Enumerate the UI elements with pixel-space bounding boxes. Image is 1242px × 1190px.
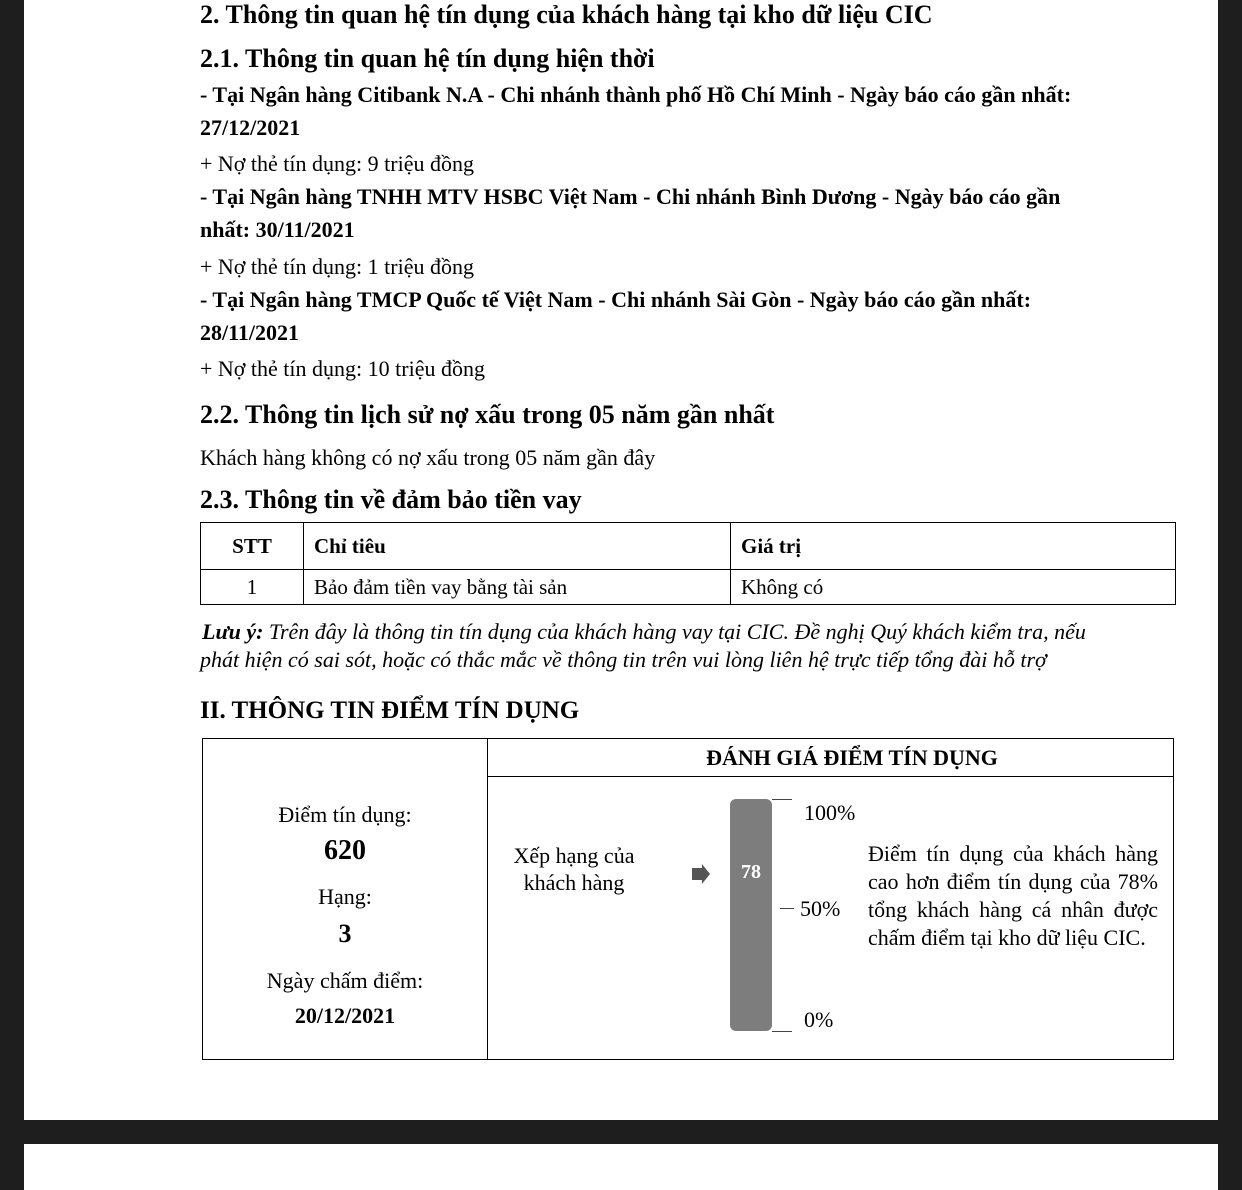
rank-value: 3 <box>338 919 352 948</box>
bank-2-line2: nhất: 30/11/2021 <box>200 217 355 242</box>
percentile-bar <box>730 799 772 1031</box>
section-2-title: 2. Thông tin quan hệ tín dụng của khách hàng tại kho dữ liệu CIC <box>200 0 933 29</box>
next-page <box>24 1144 1218 1190</box>
note-text-1: Trên đây là thông tin tín dụng của khách hàng vay tại CIC. Đề nghị Quý khách kiểm tra, nếu <box>263 619 1086 644</box>
section-II-title: II. THÔNG TIN ĐIỂM TÍN DỤNG <box>200 697 580 724</box>
date-value: 20/12/2021 <box>294 1003 396 1028</box>
bank-2-line1: - Tại Ngân hàng TNHH MTV HSBC Việt Nam - Chi nhánh Bình Dương - Ngày báo cáo gần <box>200 184 1061 209</box>
header-stt: STT <box>201 523 304 570</box>
section-2-3-title: 2.3. Thông tin về đảm bảo tiền vay <box>200 485 582 514</box>
cell-value: Không có <box>731 570 1176 605</box>
percentile-value: 78 <box>741 861 761 883</box>
ranking-label-1: Xếp hạng của <box>513 843 635 868</box>
score-description: Điểm tín dụng của khách hàng cao hơn điểm tín dụng của 78% tổng khách hàng cá nhân được chấm điểm tại kho dữ liệu CIC. <box>868 841 1158 950</box>
bank-1-line1: - Tại Ngân hàng Citibank N.A - Chi nhánh thành phố Hồ Chí Minh - Ngày báo cáo gần nhất: <box>200 82 1072 107</box>
score-value: 620 <box>324 835 366 866</box>
bank-3-debt: + Nợ thẻ tín dụng: 10 triệu đồng <box>200 356 485 381</box>
cell-indicator: Bảo đảm tiền vay bằng tài sản <box>304 570 731 605</box>
bank-1-line2: 27/12/2021 <box>200 115 301 140</box>
header-value: Giá trị <box>731 523 1176 570</box>
scale-100-label: 100% <box>804 800 856 825</box>
ranking-label-2: khách hàng <box>523 870 625 895</box>
note-label: Lưu ý: <box>202 619 264 644</box>
panel-header: ĐÁNH GIÁ ĐIỂM TÍN DỤNG <box>706 745 998 770</box>
collateral-table <box>200 522 1176 605</box>
section-2-1-title: 2.1. Thông tin quan hệ tín dụng hiện thời <box>200 44 655 73</box>
bank-1-debt: + Nợ thẻ tín dụng: 9 triệu đồng <box>200 151 474 176</box>
header-indicator: Chỉ tiêu <box>304 523 731 570</box>
section-2-2-title: 2.2. Thông tin lịch sử nợ xấu trong 05 năm gần nhất <box>200 400 775 429</box>
panel-header-divider <box>487 776 1173 777</box>
bad-debt-text: Khách hàng không có nợ xấu trong 05 năm gần đây <box>200 445 656 470</box>
cell-stt: 1 <box>201 570 304 605</box>
bank-2-debt: + Nợ thẻ tín dụng: 1 triệu đồng <box>200 254 474 279</box>
bank-3-line1: - Tại Ngân hàng TMCP Quốc tế Việt Nam - Chi nhánh Sài Gòn - Ngày báo cáo gần nhất: <box>200 287 1032 312</box>
tick-100 <box>772 799 792 800</box>
table-row <box>201 570 1176 605</box>
note-line-1 <box>202 621 1086 643</box>
bank-3-line2: 28/11/2021 <box>200 320 300 345</box>
document-page <box>24 0 1218 1120</box>
tick-0 <box>772 1031 792 1032</box>
scale-50-label: 50% <box>800 896 841 921</box>
tick-50 <box>780 908 794 909</box>
table-header-row <box>201 523 1176 570</box>
score-label: Điểm tín dụng: <box>278 802 412 827</box>
scale-0-label: 0% <box>804 1007 834 1032</box>
note-line-2: phát hiện có sai sót, hoặc có thắc mắc về thông tin trên vui lòng liên hệ trực tiếp tổng đài hỗ trợ <box>200 647 1047 672</box>
rank-label: Hạng: <box>318 884 372 909</box>
date-label: Ngày chấm điểm: <box>266 968 424 993</box>
